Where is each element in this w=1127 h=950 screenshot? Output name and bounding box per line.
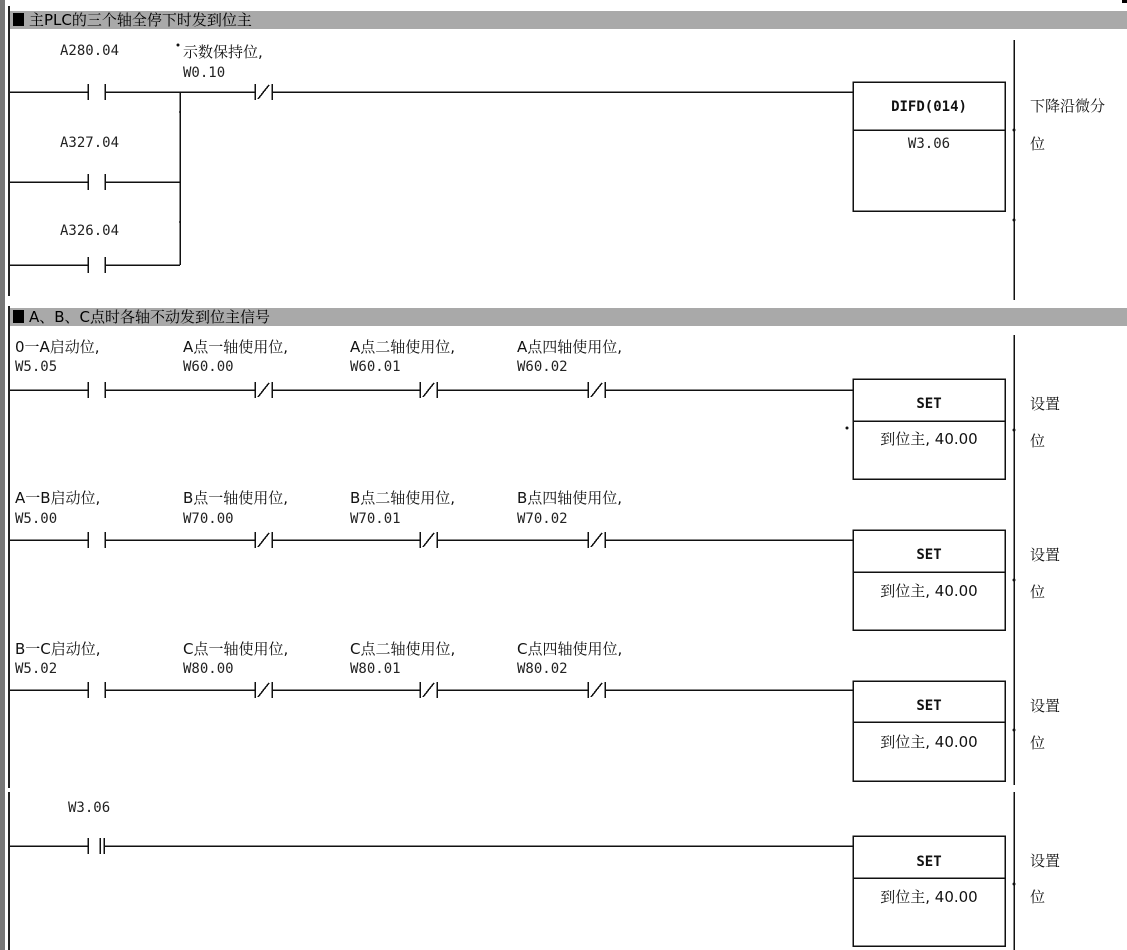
contact-no-icon[interactable] [10, 174, 180, 190]
contact-address: W60.02 [517, 359, 568, 375]
instruction-operand: 到位主, 40.00 [880, 582, 978, 600]
contact-nc-icon[interactable] [588, 532, 605, 548]
contact-nc-icon[interactable] [588, 682, 605, 698]
instruction-operand: 到位主, 40.00 [880, 733, 978, 751]
contact-address: W80.02 [517, 661, 568, 677]
contact-nc-icon[interactable] [420, 682, 437, 698]
contact-comment: B一C启动位, [15, 640, 101, 658]
output-note: 位 [1030, 583, 1046, 601]
dot-marker [177, 44, 180, 47]
contact-comment: B点四轴使用位, [517, 489, 623, 507]
instruction-operand: 到位主, 40.00 [880, 888, 978, 906]
contact-address: W70.01 [350, 511, 401, 527]
output-note: 设置 [1030, 697, 1061, 715]
output-set-block[interactable] [853, 681, 1005, 781]
comment-marker-icon [13, 13, 24, 26]
contact-comment: A点一轴使用位, [183, 338, 289, 356]
contact-address: W3.06 [68, 800, 111, 816]
contact-nc-icon[interactable] [420, 382, 437, 398]
rung-comment: A、B、C点时各轴不动发到位主信号 [29, 308, 271, 326]
output-note: 下降沿微分 [1030, 97, 1106, 115]
contact-comment: 0一A启动位, [15, 338, 100, 356]
contact-no-icon[interactable] [88, 682, 105, 698]
contact-no-icon[interactable] [88, 382, 105, 398]
contact-no-icon[interactable] [88, 532, 105, 548]
contact-address: W60.00 [183, 359, 234, 375]
rung-comment: 主PLC的三个轴全停下时发到位主 [29, 11, 252, 29]
rung-row-2[interactable] [10, 489, 1060, 630]
contact-address: W70.02 [517, 511, 568, 527]
contact-nc-icon[interactable] [588, 382, 605, 398]
contact-address: W5.02 [15, 661, 58, 677]
instruction-operand: 到位主, 40.00 [880, 430, 978, 448]
contact-comment: A一B启动位, [15, 489, 101, 507]
output-note: 设置 [1030, 852, 1061, 870]
contact-address: W5.05 [15, 359, 58, 375]
output-set-block[interactable] [853, 530, 1005, 630]
contact-label: A280.04 [60, 43, 120, 59]
contact-nc-icon[interactable] [255, 682, 272, 698]
contact-label: A327.04 [60, 135, 120, 151]
contact-address: W5.00 [15, 511, 58, 527]
instruction-name: SET [916, 854, 942, 870]
instruction-name: SET [916, 698, 942, 714]
contact-no-icon[interactable] [10, 257, 180, 273]
contact-comment: A点二轴使用位, [350, 338, 456, 356]
instruction-name: SET [916, 547, 942, 563]
contact-comment: B点二轴使用位, [350, 489, 456, 507]
contact-nc-icon[interactable] [420, 532, 437, 548]
contact-nc-icon[interactable] [180, 84, 853, 100]
instruction-name: SET [916, 396, 942, 412]
rung-3[interactable] [10, 792, 1060, 950]
contact-nc-icon[interactable] [255, 532, 272, 548]
rung-2[interactable] [10, 308, 1127, 785]
contact-address: W0.10 [183, 65, 226, 81]
contact-label: A326.04 [60, 223, 120, 239]
contact-nc-icon[interactable] [255, 382, 272, 398]
contact-comment: A点四轴使用位, [517, 338, 623, 356]
output-note: 位 [1030, 734, 1046, 752]
rung-row-3[interactable] [10, 640, 1060, 781]
contact-address: W60.01 [350, 359, 401, 375]
output-note: 位 [1030, 135, 1046, 153]
contact-comment: C点二轴使用位, [350, 640, 456, 658]
output-note: 位 [1030, 432, 1046, 450]
contact-comment: 示数保持位, [183, 43, 263, 61]
instruction-name: DIFD(014) [891, 99, 967, 115]
instruction-operand: W3.06 [907, 136, 951, 152]
comment-marker-icon [13, 310, 24, 323]
output-note: 设置 [1030, 546, 1061, 564]
output-note: 设置 [1030, 395, 1061, 413]
output-set-block[interactable] [853, 379, 1005, 479]
contact-address: W80.00 [183, 661, 234, 677]
contact-address: W70.00 [183, 511, 234, 527]
output-set-block[interactable] [853, 836, 1005, 946]
contact-comment: C点一轴使用位, [183, 640, 289, 658]
left-power-rail [0, 0, 9, 950]
contact-comment: C点四轴使用位, [517, 640, 623, 658]
contact-address: W80.01 [350, 661, 401, 677]
contact-no-icon[interactable] [10, 838, 853, 854]
output-note: 位 [1030, 888, 1046, 906]
output-difd-block[interactable] [853, 82, 1005, 211]
rung-1[interactable] [10, 11, 1127, 300]
rung-row-1[interactable] [10, 338, 1060, 479]
contact-comment: B点一轴使用位, [183, 489, 289, 507]
contact-no-icon[interactable] [10, 84, 180, 100]
